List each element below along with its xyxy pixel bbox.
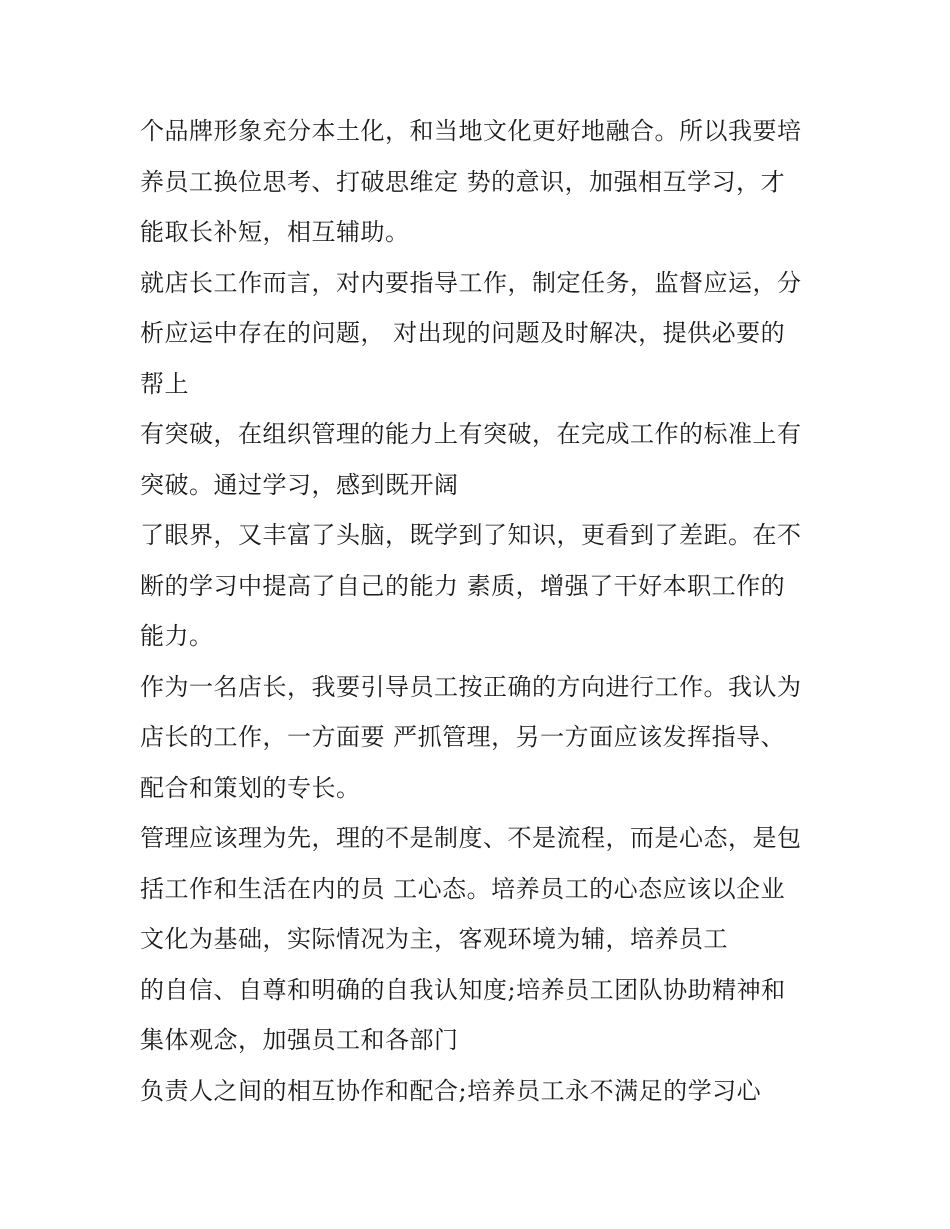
text-line: 帮上	[140, 369, 189, 398]
text-line: 作为一名店长，我要引导员工按正确的方向进行工作。我认为	[140, 672, 802, 701]
text-line: 括工作和生活在内的员 工心态。培养员工的心态应该以企业	[140, 874, 786, 903]
text-line: 就店长工作而言，对内要指导工作，制定任务，监督应运，分	[140, 268, 802, 297]
text-line: 断的学习中提高了自己的能力 素质，增强了干好本职工作的	[140, 571, 786, 600]
text-line: 有突破，在组织管理的能力上有突破，在完成工作的标准上有	[140, 420, 802, 448]
text-line: 店长的工作，一方面要 严抓管理，另一方面应该发挥指导、	[140, 723, 786, 751]
text-line: 个品牌形象充分本土化，和当地文化更好地融合。所以我要培	[140, 117, 802, 145]
text-line: 集体观念，加强员工和各部门	[140, 1026, 459, 1054]
body-text	[140, 111, 820, 1121]
text-line: 养员工换位思考、打破思维定 势的意识，加强相互学习，才	[140, 167, 786, 196]
text-line: 能力。	[140, 622, 214, 650]
text-line: 突破。通过学习，感到既开阔	[140, 470, 459, 499]
text-line: 析应运中存在的问题， 对出现的问题及时解决，提供必要的	[140, 319, 786, 347]
text-line: 配合和策划的专长。	[140, 773, 361, 802]
text-line: 管理应该理为先，理的不是制度、不是流程，而是心态，是包	[140, 824, 802, 852]
text-line: 了眼界，又丰富了头脑，既学到了知识，更看到了差距。在不	[140, 521, 802, 549]
text-line: 负责人之间的相互协作和配合;培养员工永不满足的学习心	[140, 1076, 762, 1105]
text-line: 能取长补短，相互辅助。	[140, 218, 410, 246]
text-line: 的自信、自尊和明确的自我认知度;培养员工团队协助精神和	[140, 975, 786, 1004]
text-line: 文化为基础，实际情况为主，客观环境为辅，培养员工	[140, 925, 728, 953]
